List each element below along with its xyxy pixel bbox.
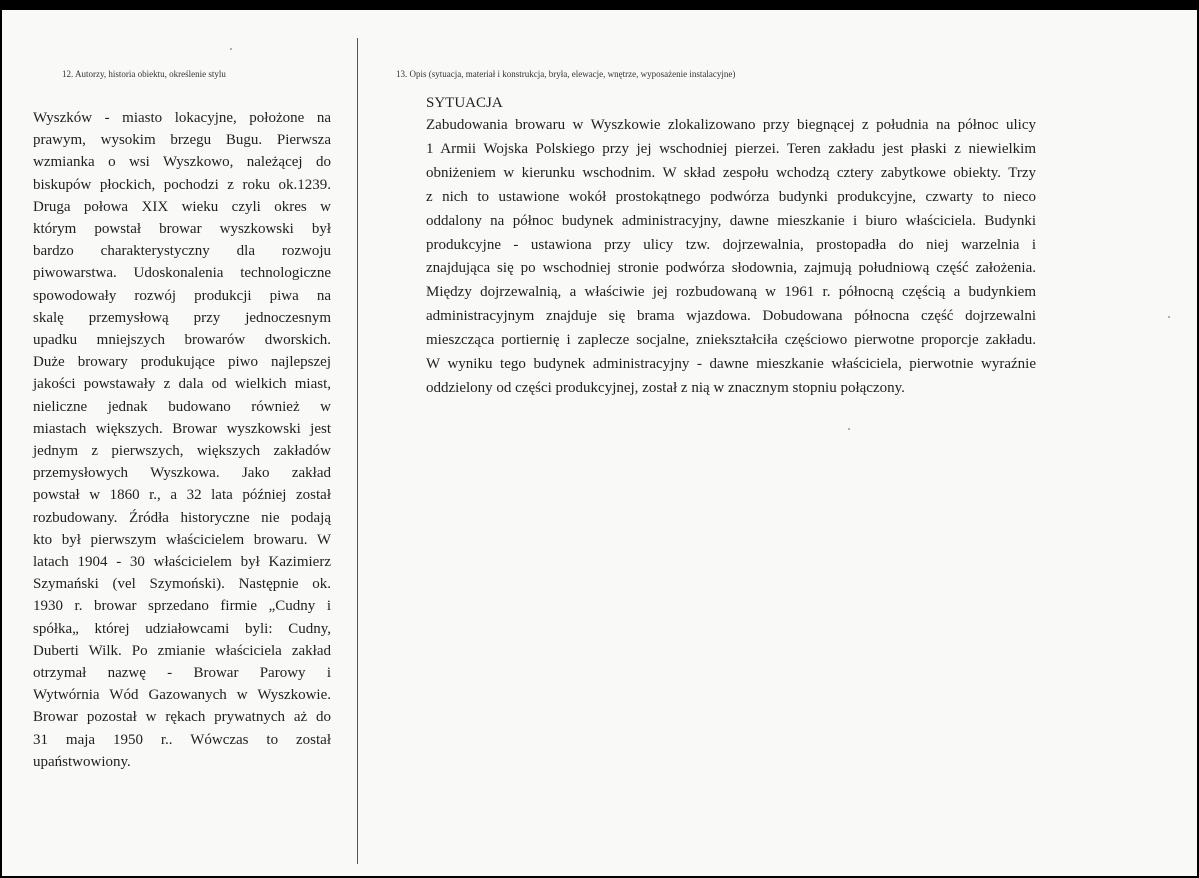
history-line: 1930 r. browar sprzedano firmie „Cudny i bbox=[33, 598, 331, 615]
description-line: 1 Armii Wojska Polskiego przy jej wschodniej pierzei. Teren zakładu jest płaski z niewielkim bbox=[426, 140, 1036, 157]
history-line: Duberti Wilk. Po zmianie właściciela zakład bbox=[33, 642, 331, 659]
description-line: Zabudowania browaru w Wyszkowie zlokalizowano przy biegnącej z południa na północ ulicy bbox=[426, 117, 1036, 133]
paper-speck bbox=[230, 48, 232, 50]
section-13-heading: 13. Opis (sytuacja, materiał i konstrukcja, bryła, elewacje, wnętrze, wyposażenie instalacyjne) bbox=[396, 69, 736, 79]
history-line: rozbudowany. Źródła historyczne nie podają bbox=[33, 509, 331, 526]
description-line: znajdująca się po wschodniej stronie podwórza słodownia, zajmują południową część założenia. bbox=[426, 260, 1036, 277]
paper-speck bbox=[848, 428, 850, 430]
history-line: skalę przemysłową przy jednoczesnym bbox=[33, 309, 331, 326]
history-text bbox=[33, 107, 331, 773]
history-line: bardzo charakterystyczny dla rozwoju bbox=[33, 243, 331, 260]
description-line: obniżeniem w kierunku wschodnim. W skład zespołu wchodzą cztery zabytkowe obiekty. Trzy bbox=[426, 164, 1036, 181]
history-line: jednym z pierwszych, większych zakładów bbox=[33, 443, 331, 460]
history-line: piwowarstwa. Udoskonalenia technologiczne bbox=[33, 265, 331, 282]
description-line: z nich to ustawione wokół prostokątnego podwórza budynki produkcyjne, czwarty to nieco bbox=[426, 188, 1036, 205]
description-line: oddalony na północ budynek administracyjny, dawne mieszkanie i biuro właściciela. Budynki bbox=[426, 212, 1036, 229]
history-line: powstał w 1860 r., a 32 lata później został bbox=[33, 487, 331, 504]
history-line: Browar pozostał w rękach prywatnych aż do bbox=[33, 709, 331, 726]
history-line: Wyszków - miasto lokacyjne, położone na bbox=[33, 110, 331, 126]
history-line: prawym, wysokim brzegu Bugu. Pierwsza bbox=[33, 132, 331, 149]
description-line: W wyniku tego budynek administracyjny - dawne mieszkanie właściciela, pierwotnie wyraźnie bbox=[426, 356, 1036, 373]
history-line: przemysłowych Wyszkowa. Jako zakład bbox=[33, 465, 331, 482]
history-line: biskupów płockich, pochodzi z roku ok.1239. bbox=[33, 176, 331, 193]
history-line: kto był pierwszym właścicielem browaru. W bbox=[33, 531, 331, 548]
history-line: upadku mniejszych browarów dworskich. bbox=[33, 332, 331, 349]
paper-speck bbox=[1168, 316, 1170, 318]
document-page bbox=[2, 10, 1197, 876]
history-line: Wytwórnia Wód Gazowanych w Wyszkowie. bbox=[33, 687, 331, 704]
history-line: Druga połowa XIX wieku czyli okres w bbox=[33, 198, 331, 215]
history-line: upaństwowiony. bbox=[33, 753, 131, 770]
section-title: SYTUACJA bbox=[426, 95, 503, 111]
history-line: którym powstał browar wyszkowski był bbox=[33, 221, 331, 238]
history-line: 31 maja 1950 r.. Wówczas to został bbox=[33, 731, 331, 748]
history-line: wzmianka o wsi Wyszkowo, należącej do bbox=[33, 154, 331, 171]
history-line: jakości powstawały z dala od wielkich miast, bbox=[33, 376, 331, 393]
description-line: administracyjnym znajduje się brama wjazdowa. Dobudowana północna część dojrzewalni bbox=[426, 308, 1036, 325]
history-line: spowodowały rozwój produkcji piwa na bbox=[33, 287, 331, 304]
history-line: miastach większych. Browar wyszkowski jest bbox=[33, 420, 331, 437]
description-line: mieszcząca portiernię i zaplecze socjalne, zniekształciła częściowo pierwotne proporcje zakładu. bbox=[426, 332, 1036, 349]
description-text bbox=[426, 92, 1036, 401]
description-line: oddzielony od części produkcyjnej, został z nią w znacznym stopniu połączony. bbox=[426, 379, 905, 396]
history-line: spółka„ której udziałowcami byli: Cudny, bbox=[33, 620, 331, 637]
column-divider bbox=[357, 38, 358, 864]
history-line: Duże browary produkujące piwo najlepszej bbox=[33, 354, 331, 371]
history-line: latach 1904 - 30 właścicielem był Kazimierz bbox=[33, 554, 331, 571]
history-line: Szymański (vel Szymoński). Następnie ok. bbox=[33, 576, 331, 593]
section-12-heading: 12. Autorzy, historia obiektu, określenie stylu bbox=[62, 69, 226, 79]
history-line: otrzymał nazwę - Browar Parowy i bbox=[33, 665, 331, 682]
description-line: Między dojrzewalnią, a właściwie jej rozbudowaną w 1961 r. północną częścią a budynkiem bbox=[426, 284, 1036, 301]
description-line: produkcyjne - ustawiona przy ulicy tzw. dojrzewalnia, prostopadła do niej warzelnia i bbox=[426, 236, 1036, 253]
history-line: nieliczne jednak budowano również w bbox=[33, 398, 331, 415]
